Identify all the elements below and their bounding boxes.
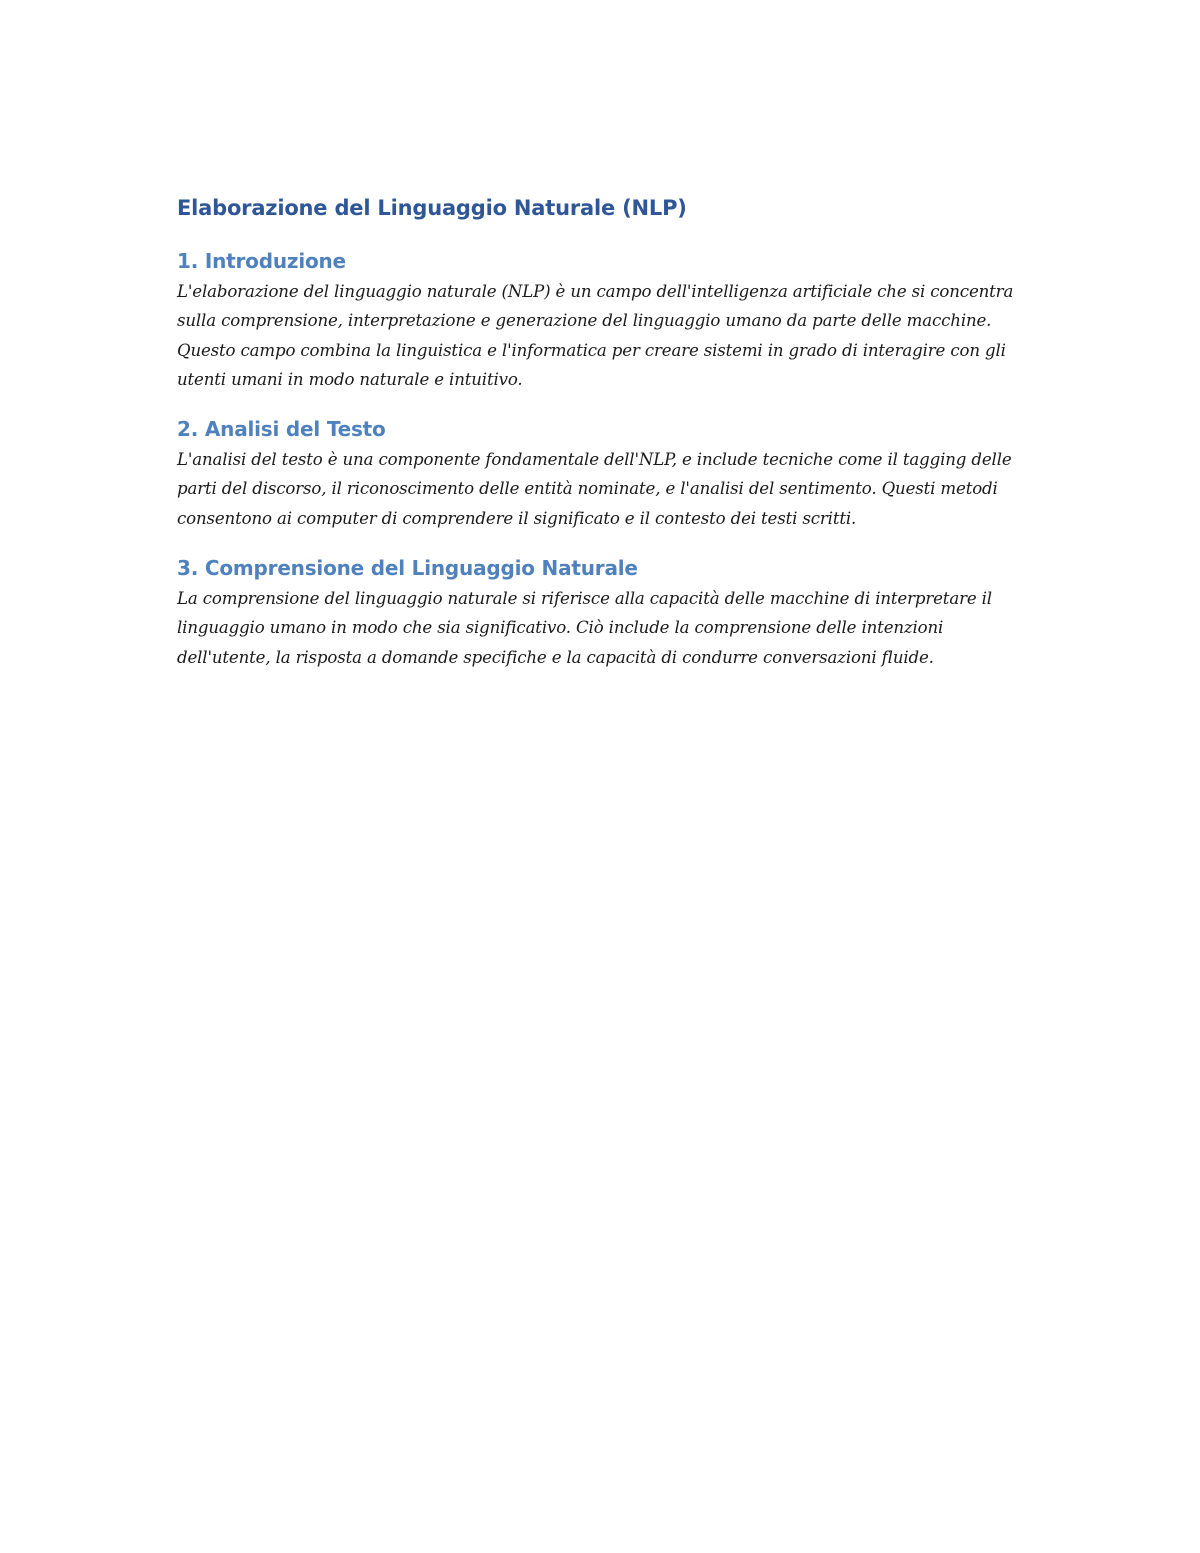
document-title: Elaborazione del Linguaggio Naturale (NLP) [177, 196, 687, 220]
section-paragraph: La comprensione del linguaggio naturale si riferisce alla capacità delle macchine di interpretare il linguaggio umano in modo che sia significativo. Ciò include la comprensione delle intenzioni dell'utente, la risposta a domande specifiche e la capacità di condurre conversazioni fluide. [177, 589, 992, 667]
section-introduzione [177, 246, 1027, 394]
section-heading: 3. Comprensione del Linguaggio Naturale [177, 556, 638, 581]
section-paragraph: L'analisi del testo è una componente fondamentale dell'NLP, e include tecniche come il tagging delle parti del discorso, il riconoscimento delle entità nominate, e l'analisi del sentimento. Questi metodi consentono ai computer di comprendere il significato e il contesto dei testi scritti. [177, 450, 1012, 528]
section-heading: 1. Introduzione [177, 249, 346, 273]
document-content [177, 192, 1027, 672]
section-heading: 2. Analisi del Testo [177, 417, 386, 442]
section-paragraph: L'elaborazione del linguaggio naturale (NLP) è un campo dell'intelligenza artificiale che si concentra sulla comprensione, interpretazione e generazione del linguaggio umano da parte delle macchine. Questo campo combina la linguistica e l'informatica per creare sistemi in grado di interagire con gli utenti umani in modo naturale e intuitivo. [177, 282, 1014, 389]
section-comprensione [177, 553, 1027, 672]
section-analisi-del-testo [177, 414, 1027, 533]
